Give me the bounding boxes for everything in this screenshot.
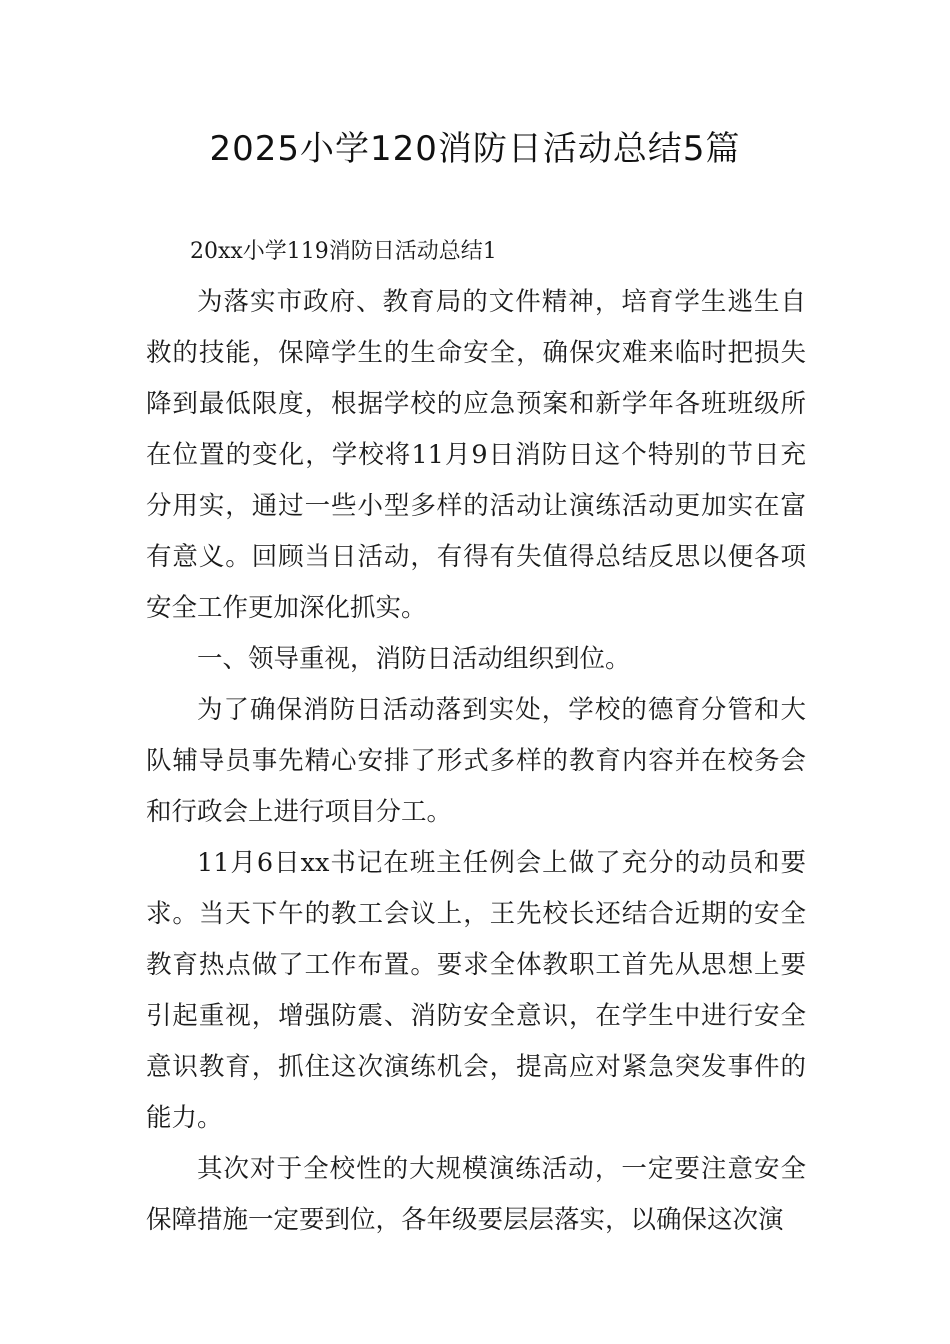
document-title: 2025小学120消防日活动总结5篇 bbox=[209, 129, 741, 169]
section-heading: 一、领导重视，消防日活动组织到位。 bbox=[197, 644, 631, 674]
paragraph: 为了确保消防日活动落到实处，学校的德育分管和大队辅导员事先精心安排了形式多样的教育内容并在校务会和行政会上进行项目分工。 bbox=[146, 695, 806, 827]
section-heading: 20xx小学119消防日活动总结1 bbox=[190, 239, 497, 264]
paragraph: 为落实市政府、教育局的文件精神，培育学生逃生自救的技能，保障学生的生命安全，确保灾难来临时把损失降到最低限度，根据学校的应急预案和新学年各班班级所在位置的变化，学校将11月9日消防日这个特别的节日充分用实，通过一些小型多样的活动让演练活动更加实在富有意义。回顾当日活动，有得有失值得总结反思以便各项安全工作更加深化抓实。 bbox=[146, 287, 806, 623]
paragraph: 其次对于全校性的大规模演练活动，一定要注意安全保障措施一定要到位，各年级要层层落实，以确保这次演 bbox=[146, 1154, 806, 1235]
paragraph: 11月6日xx书记在班主任例会上做了充分的动员和要求。当天下午的教工会议上，王先校长还结合近期的安全教育热点做了工作布置。要求全体教职工首先从思想上要引起重视，增强防震、消防安全意识，在学生中进行安全意识教育，抓住这次演练机会，提高应对紧急突发事件的能力。 bbox=[146, 848, 806, 1133]
document-body bbox=[146, 226, 806, 1246]
